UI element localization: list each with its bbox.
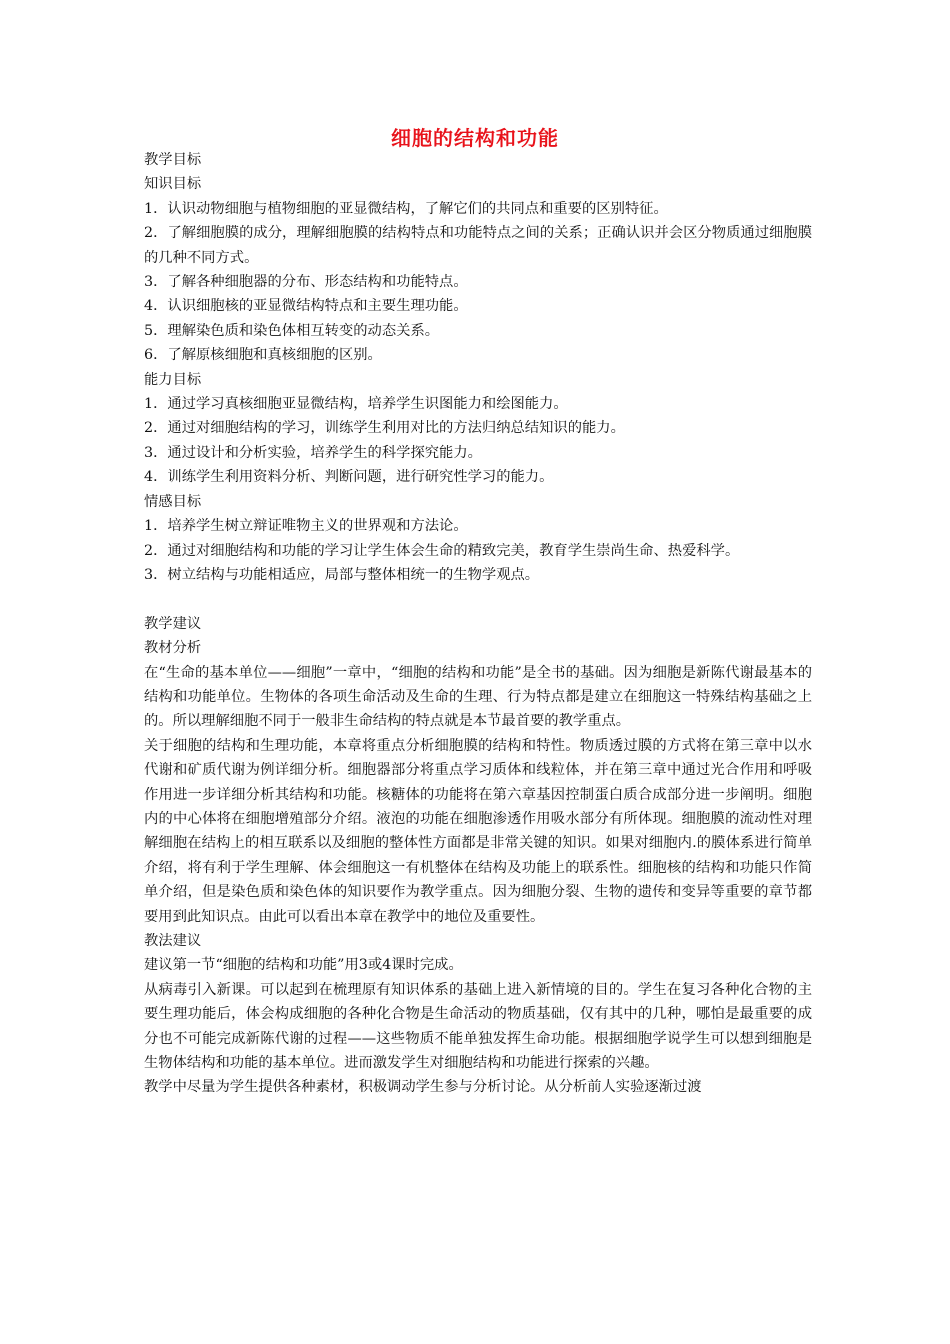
list-item: 2．通过对细胞结构的学习，训练学生利用对比的方法归纳总结知识的能力。 [144,420,625,437]
list-item: 3．通过设计和分析实验，培养学生的科学探究能力。 [144,444,482,461]
body-paragraph: 建议第一节“细胞的结构和功能”用3或4课时完成。 [144,957,463,974]
body-paragraph: 在“生命的基本单位——细胞”一章中，“细胞的结构和功能”是全书的基础。因为细胞是新陈代谢最基本的结构和功能单位。生物体的各项生命活动及生命的生理、行为特点都是建立在细胞这一特殊结构基础之上的。所以理解细胞不同于一般非生命结构的特点就是本节最首要的教学重点。 [144,664,812,730]
list-item: 1．通过学习真核细胞亚显微结构，培养学生识图能力和绘图能力。 [144,396,568,413]
subheading-material-analysis: 教材分析 [144,640,202,657]
body-paragraph: 教学中尽量为学生提供各种素材，积极调动学生参与分析讨论。从分析前人实验逐渐过渡 [144,1079,702,1096]
section-spacer [144,587,812,611]
subheading-knowledge-goals: 知识目标 [144,176,202,193]
subheading-ability-goals: 能力目标 [144,371,202,388]
list-item: 2．了解细胞膜的成分，理解细胞膜的结构特点和功能特点之间的关系；正确认识并会区分物质通过细胞膜的几种不同方式。 [144,225,812,266]
body-paragraph: 关于细胞的结构和生理功能，本章将重点分析细胞膜的结构和特性。物质透过膜的方式将在第三章中以水代谢和矿质代谢为例详细分析。细胞器部分将重点学习质体和线粒体，并在第三章中通过光合作用和呼吸作用进一步详细分析其结构和功能。核糖体的功能将在第六章基因控制蛋白质合成部分进一步阐明。细胞内的中心体将在细胞增殖部分介绍。液泡的功能在细胞渗透作用吸水部分有所体现。细胞膜的流动性对理解细胞在结构上的相互联系以及细胞的整体性方面都是非常关键的知识。如果对细胞内.的膜体系进行简单介绍，将有利于学生理解、体会细胞这一有机整体在结构及功能上的联系性。细胞核的结构和功能只作简单介绍，但是染色质和染色体的知识要作为教学重点。因为细胞分裂、生物的遗传和变异等重要的章节都要用到此知识点。由此可以看出本章在教学中的地位及重要性。 [144,737,812,925]
list-item: 6．了解原核细胞和真核细胞的区别。 [144,347,382,364]
list-item: 1．培养学生树立辩证唯物主义的世界观和方法论。 [144,518,468,535]
section-heading-teaching-suggestions: 教学建议 [144,615,202,632]
list-item: 1．认识动物细胞与植物细胞的亚显微结构，了解它们的共同点和重要的区别特征。 [144,200,668,217]
document-body [144,148,812,1100]
body-paragraph: 从病毒引入新课。可以起到在梳理原有知识体系的基础上进入新情境的目的。学生在复习各种化合物的主要生理功能后，体会构成细胞的各种化合物是生命活动的物质基础，仅有其中的几种，哪怕是最重要的成分也不可能完成新陈代谢的过程——这些物质不能单独发挥生命功能。根据细胞学说学生可以想到细胞是生物体结构和功能的基本单位。进而激发学生对细胞结构和功能进行探索的兴趣。 [144,981,812,1072]
list-item: 4．训练学生利用资料分析、判断问题，进行研究性学习的能力。 [144,469,554,486]
list-item: 5．理解染色质和染色体相互转变的动态关系。 [144,322,440,339]
list-item: 3．树立结构与功能相适应，局部与整体相统一的生物学观点。 [144,566,540,583]
subheading-emotion-goals: 情感目标 [144,493,202,510]
list-item: 2．通过对细胞结构和功能的学习让学生体会生命的精致完美，教育学生崇尚生命、热爱科学。 [144,542,740,559]
section-heading-teaching-goals: 教学目标 [144,152,202,168]
list-item: 4．认识细胞核的亚显微结构特点和主要生理功能。 [144,298,468,315]
list-item: 3．了解各种细胞器的分布、形态结构和功能特点。 [144,274,468,291]
subheading-method-suggestions: 教法建议 [144,932,202,949]
document-title: 细胞的结构和功能 [391,126,559,150]
